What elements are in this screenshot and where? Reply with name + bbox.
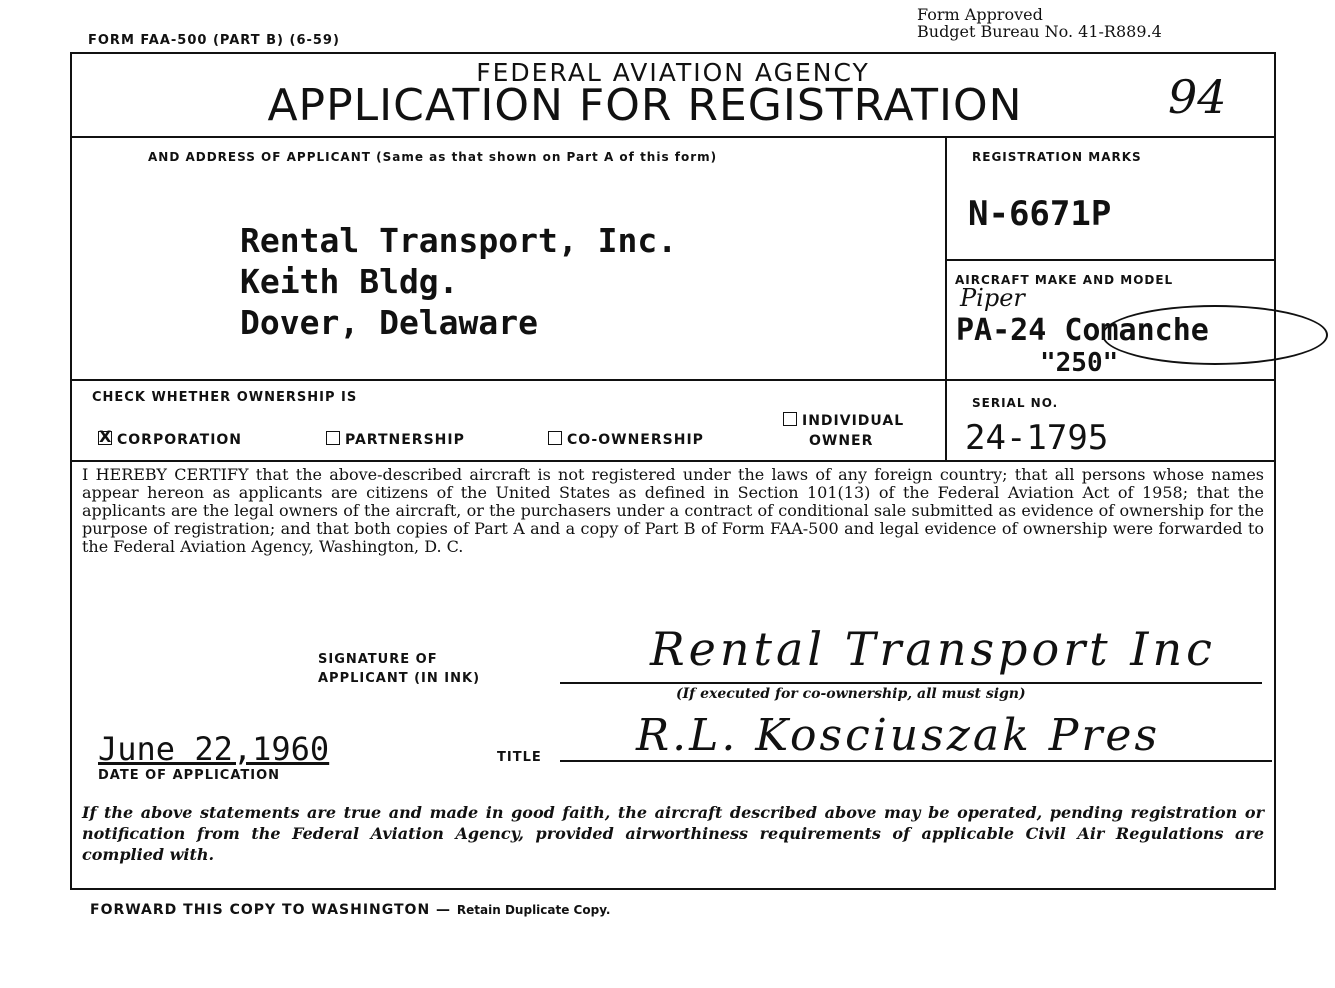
footer-retain: Retain Duplicate Copy.: [456, 903, 611, 917]
ownership-divider: [70, 460, 1276, 462]
approval-line: Form Approved: [917, 5, 1043, 24]
registration-label: REGISTRATION MARKS: [972, 150, 1142, 164]
aircraft-make: Piper: [960, 284, 1025, 312]
form-number: FORM FAA-500 (PART B) (6-59): [88, 33, 340, 48]
co-ownership-checkbox[interactable]: [548, 431, 562, 445]
title-divider: [70, 136, 1276, 138]
ownership-co-ownership[interactable]: [548, 431, 704, 448]
applicant-name: Rental Transport, Inc.: [240, 221, 678, 260]
footer-instruction: [90, 902, 610, 918]
applicant-label: AND ADDRESS OF APPLICANT (Same as that shown on Part A of this form): [148, 150, 718, 164]
corporation-checkbox[interactable]: [98, 431, 112, 445]
certification-text: [82, 466, 1264, 556]
registration-divider: [945, 259, 1276, 261]
title-handwriting: R.L. Kosciuszak Pres: [636, 710, 1161, 761]
agency-name: FEDERAL AVIATION AGENCY: [476, 58, 870, 87]
handwritten-number: 94: [1168, 70, 1227, 124]
address-line-2: Dover, Delaware: [240, 303, 539, 342]
individual-checkbox[interactable]: [783, 412, 797, 426]
individual-label: INDIVIDUAL: [802, 413, 905, 429]
operation-note: If the above statements are true and made in good faith, the aircraft described above may be operated, pending registration or notification from the Federal Aviation Agency, provided airworthiness requirements of applicable Civil Air Regulations are complied with.: [82, 803, 1264, 864]
aircraft-model-variant: "250": [1040, 348, 1119, 378]
applicant-divider: [70, 379, 1276, 381]
applicant-address: [240, 220, 677, 343]
registration-value: N-6671P: [968, 194, 1112, 234]
owner-label: OWNER: [809, 433, 874, 449]
certify-body: that the above-described aircraft is not registered under the laws of any foreign country; that all persons whose names appear hereon as applicants are citizens of the United States as defined in Section 101(13) of the Federal Aviation Act of 1958; that the applicants are the legal owners of the aircraft, or the purchasers under a contract of conditional sale submitted as evidence of ownership for the purpose of registration; and that both copies of Part A and a copy of Part B of Form FAA-500 and legal evidence of ownership were forwarded to the Federal Aviation Agency, Washington, D. C.: [82, 465, 1264, 556]
date-label: DATE OF APPLICATION: [98, 768, 281, 783]
address-line-1: Keith Bldg.: [240, 262, 459, 301]
ownership-partnership[interactable]: [326, 431, 465, 448]
aircraft-model: PA-24 Comanche: [956, 313, 1209, 348]
signature-handwriting: Rental Transport Inc: [650, 622, 1216, 676]
circled-annotation: [1102, 305, 1328, 365]
serial-value: 24-1795: [965, 418, 1109, 458]
right-column-divider: [945, 136, 947, 462]
signature-label-line-1: SIGNATURE OF: [318, 652, 438, 667]
signature-line: [560, 682, 1262, 684]
form-title: APPLICATION FOR REGISTRATION: [267, 80, 1023, 131]
title-label: TITLE: [497, 750, 542, 765]
signature-label-line-2: APPLICANT (IN INK): [318, 671, 481, 686]
budget-bureau-line: Budget Bureau No. 41-R889.4: [917, 22, 1162, 41]
ownership-corporation[interactable]: [98, 431, 242, 448]
ownership-label: CHECK WHETHER OWNERSHIP IS: [92, 390, 358, 405]
certify-lead: I HEREBY CERTIFY: [82, 465, 249, 484]
corporation-label: CORPORATION: [117, 432, 243, 448]
application-date: June 22,1960: [98, 730, 330, 768]
partnership-label: PARTNERSHIP: [345, 432, 465, 448]
signature-label: [318, 650, 480, 688]
aircraft-label: AIRCRAFT MAKE AND MODEL: [955, 273, 1174, 287]
approval-notice: [917, 6, 1162, 40]
serial-label: SERIAL NO.: [972, 396, 1059, 410]
partnership-checkbox[interactable]: [326, 431, 340, 445]
ownership-individual[interactable]: [783, 411, 904, 451]
co-ownership-note: (If executed for co-ownership, all must sign): [676, 686, 1026, 702]
co-ownership-label: CO-OWNERSHIP: [567, 432, 704, 448]
footer-main: FORWARD THIS COPY TO WASHINGTON —: [90, 902, 452, 918]
